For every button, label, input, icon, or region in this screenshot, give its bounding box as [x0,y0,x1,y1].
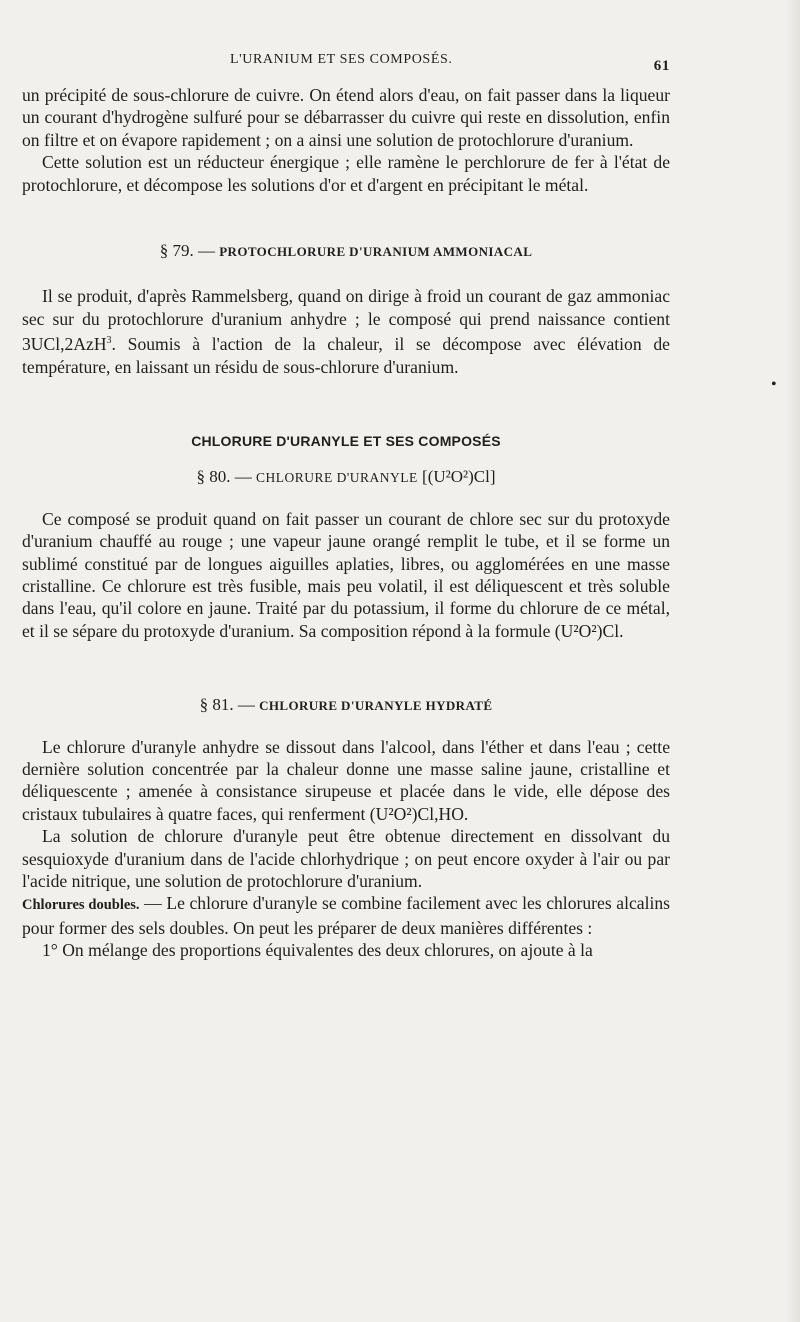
section-81-dash: — [237,695,255,715]
paragraph-double-chlorides [22,892,670,939]
section-79-dash: — [197,241,215,261]
section-80-formula: [(U²O²)Cl] [422,467,496,487]
section-80-dash: — [234,467,252,487]
section-80-heading [22,466,670,489]
chapter-subheading: CHLORURE D'URANYLE ET SES COMPOSÉS [191,432,501,449]
paragraph-ammoniacal [22,285,670,377]
paragraph-solution: La solution de chlorure d'uranyle peut être obtenue directement en dissolvant du sesquioxyde d'uranium dans de l'acide chlorhydrique ; on peut encore oxyder à l'air ou par l'acide nitrique, une solution de protochlorure d'uranium. [22,826,670,892]
double-chlorides-text: — Le chlorure d'uranyle se combine facilement avec les chlorures alcalins pour former des sels doubles. On peut les préparer de deux manières différentes : [22,893,670,938]
paragraph-ammoniacal-text-a: Il se produit, d'après Rammelsberg, quand on dirige à froid un courant de gaz ammoniac sec sur du protochlorure d'uranium anhydre ; le composé qui prend naissance contient 3UCl,2AzH [22,286,670,355]
page-number: 61 [653,58,670,74]
section-79-number: § 79. [159,241,194,261]
paragraph-continuation: un précipité de sous-chlorure de cuivre. On étend alors d'eau, on fait passer dans la liqueur un courant d'hydrogène sulfuré pour se débarrasser du cuivre qui reste en dissolution, enfin on filtre et on évapore rapidement ; on a ainsi une solution de protochlorure d'uranium. [22,85,670,150]
paragraph-ammoniacal-text-b: . Soumis à l'action de la chaleur, il se décompose avec élévation de température, en laissant un résidu de sous-chlorure d'uranium. [22,334,670,377]
scan-edge-shadow [786,0,800,1322]
paragraph-hydrated: Le chlorure d'uranyle anhydre se dissout dans l'alcool, dans l'éther et dans l'eau ; cette dernière solution concentrée par la chaleur donne une masse saline jaune, cristalline et déliquescente ; amenée à consistance sirupeuse et placée dans le vide, elle dépose des cristaux tubulaires à quatre faces, qui renferment (U²O²)Cl,HO. [22,736,670,824]
section-79-title: PROTOCHLORURE D'URANIUM AMMONIACAL [219,244,533,260]
section-80-number: § 80. [196,467,231,487]
superscript-three: 3 [106,335,112,347]
paragraph-reducer: Cette solution est un réducteur énergique ; elle ramène le perchlorure de fer à l'état de protochlorure, et décompose les solutions d'or et d'argent en précipitant le métal. [22,152,670,195]
paragraph-uranyl-chloride: Ce composé se produit quand on fait passer un courant de chlore sec sur du protoxyde d'uranium chauffé au rouge ; une vapeur jaune orangé remplit le tube, et il se forme un sublimé constitué par de longues aiguilles aplaties, libres, ou agglomérées en une masse cristalline. Ce chlorure est très fusible, mais peu volatil, il est déliquescent et très soluble dans l'eau, qu'il colore en jaune. Traité par du potassium, il forme du chlorure de ce métal, et il se sépare du protoxyde d'uranium. Sa composition répond à la formule (U²O²)Cl. [22,508,670,641]
section-80-title: CHLORURE D'URANYLE [255,470,418,486]
section-81-title: CHLORURE D'URANYLE HYDRATÉ [259,698,493,714]
double-chlorides-run-in: Chlorures doubles. [22,897,140,914]
section-79-heading [22,240,670,263]
running-head-title: L'URANIUM ET SES COMPOSÉS. [230,52,453,67]
section-81-heading [22,694,670,717]
section-81-number: § 81. [199,695,234,715]
paragraph-method-one: 1° On mélange des proportions équivalentes des deux chlorures, on ajoute à la [42,940,593,961]
page-body [22,84,670,962]
margin-mark: • [771,376,777,393]
